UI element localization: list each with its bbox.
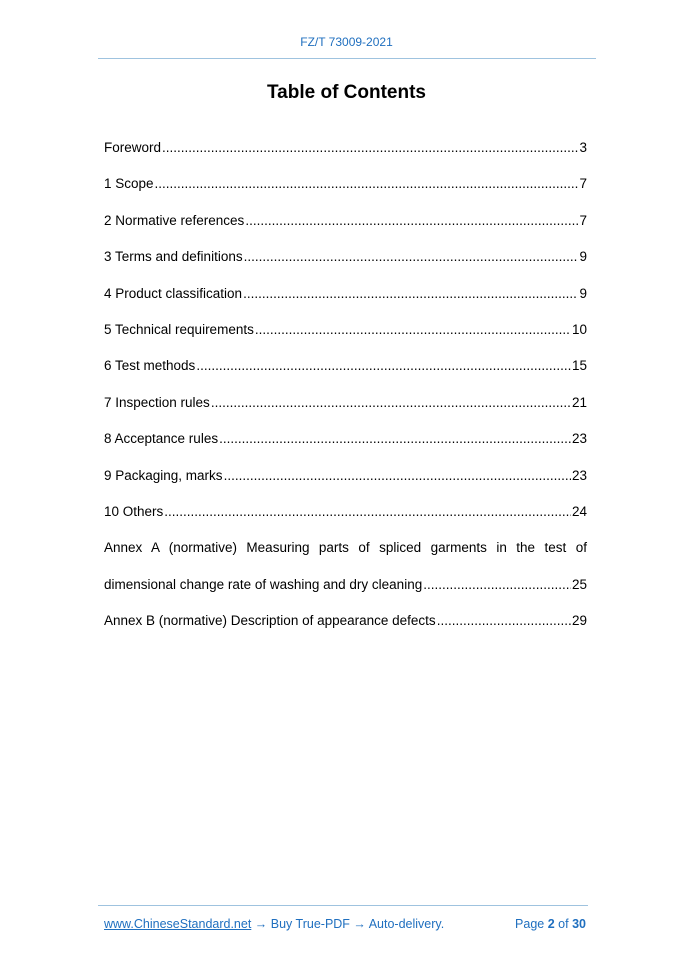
toc-entry-annex-a-continued[interactable] bbox=[104, 575, 587, 611]
toc-entry-page: 9 bbox=[579, 249, 587, 265]
footer-tagline: → Buy True-PDF → Auto-delivery. bbox=[251, 917, 445, 931]
footer-promo bbox=[104, 917, 444, 931]
toc-entry-page: 24 bbox=[571, 503, 587, 519]
toc-entry-label: 3 Terms and definitions bbox=[104, 249, 243, 265]
page-current: 2 bbox=[547, 917, 555, 931]
page-prefix: Page bbox=[515, 917, 545, 931]
toc-entry-page: 25 bbox=[571, 576, 587, 592]
page-title: Table of Contents bbox=[266, 82, 427, 103]
toc-entry-label: 5 Technical requirements bbox=[104, 321, 254, 337]
toc-entry-page: 10 bbox=[571, 321, 587, 337]
toc-entry-label: 7 Inspection rules bbox=[104, 394, 210, 410]
page-of: of bbox=[558, 917, 569, 931]
toc-entry-annex-b[interactable] bbox=[104, 611, 587, 647]
toc-entry-label: 1 Scope bbox=[104, 176, 154, 192]
toc-entry-page: 21 bbox=[571, 394, 587, 410]
toc-entry-annex-a[interactable] bbox=[104, 538, 587, 574]
toc-entry-packaging-marks[interactable] bbox=[104, 466, 587, 502]
toc-entry-page: 7 bbox=[579, 212, 587, 228]
toc-entry-terms[interactable] bbox=[104, 247, 587, 283]
page-total: 30 bbox=[572, 917, 586, 931]
toc-entry-page: 29 bbox=[571, 613, 587, 629]
footer bbox=[104, 917, 586, 931]
toc-entry-product-classification[interactable] bbox=[104, 284, 587, 320]
toc-entry-acceptance-rules[interactable] bbox=[104, 429, 587, 465]
toc-entry-label: dimensional change rate of washing and dry cleaning bbox=[104, 576, 423, 592]
toc-entry-label: 4 Product classification bbox=[104, 285, 243, 301]
toc-entry-test-methods[interactable] bbox=[104, 356, 587, 392]
toc-entry-page: 7 bbox=[579, 176, 587, 192]
footer-page-number bbox=[515, 917, 586, 931]
toc-entry-technical-requirements[interactable] bbox=[104, 320, 587, 356]
toc-entry-page: 9 bbox=[579, 285, 587, 301]
toc-entry-inspection-rules[interactable] bbox=[104, 393, 587, 429]
footer-site-link[interactable]: www.ChineseStandard.net bbox=[104, 917, 252, 931]
toc-entry-label: Foreword bbox=[104, 140, 162, 155]
toc-entry-page: 23 bbox=[571, 467, 587, 483]
toc-entry-page: 15 bbox=[571, 358, 587, 374]
toc-entry-others[interactable] bbox=[104, 502, 587, 538]
toc-entry-label: 2 Normative references bbox=[104, 212, 245, 228]
header-divider bbox=[98, 58, 596, 59]
header-doc-code: FZ/T 73009-2021 bbox=[300, 35, 393, 49]
toc-entry-label: Annex A (normative) Measuring parts of spliced garments in the test of bbox=[104, 540, 587, 556]
footer-divider bbox=[98, 905, 588, 906]
toc-entry-label: Annex B (normative) Description of appearance defects bbox=[104, 613, 436, 629]
toc-entry-page: 23 bbox=[571, 431, 587, 447]
toc-entry-scope[interactable] bbox=[104, 174, 587, 210]
toc-entry-label: 6 Test methods bbox=[104, 358, 196, 374]
toc-list bbox=[104, 138, 587, 647]
toc-entry-label: 8 Acceptance rules bbox=[104, 431, 219, 447]
toc-entry-label: 10 Others bbox=[104, 503, 164, 519]
toc-entry-foreword[interactable] bbox=[104, 138, 587, 174]
toc-entry-label: 9 Packaging, marks bbox=[104, 467, 223, 483]
toc-entry-page: 3 bbox=[579, 140, 587, 155]
toc-entry-normative-references[interactable] bbox=[104, 211, 587, 247]
